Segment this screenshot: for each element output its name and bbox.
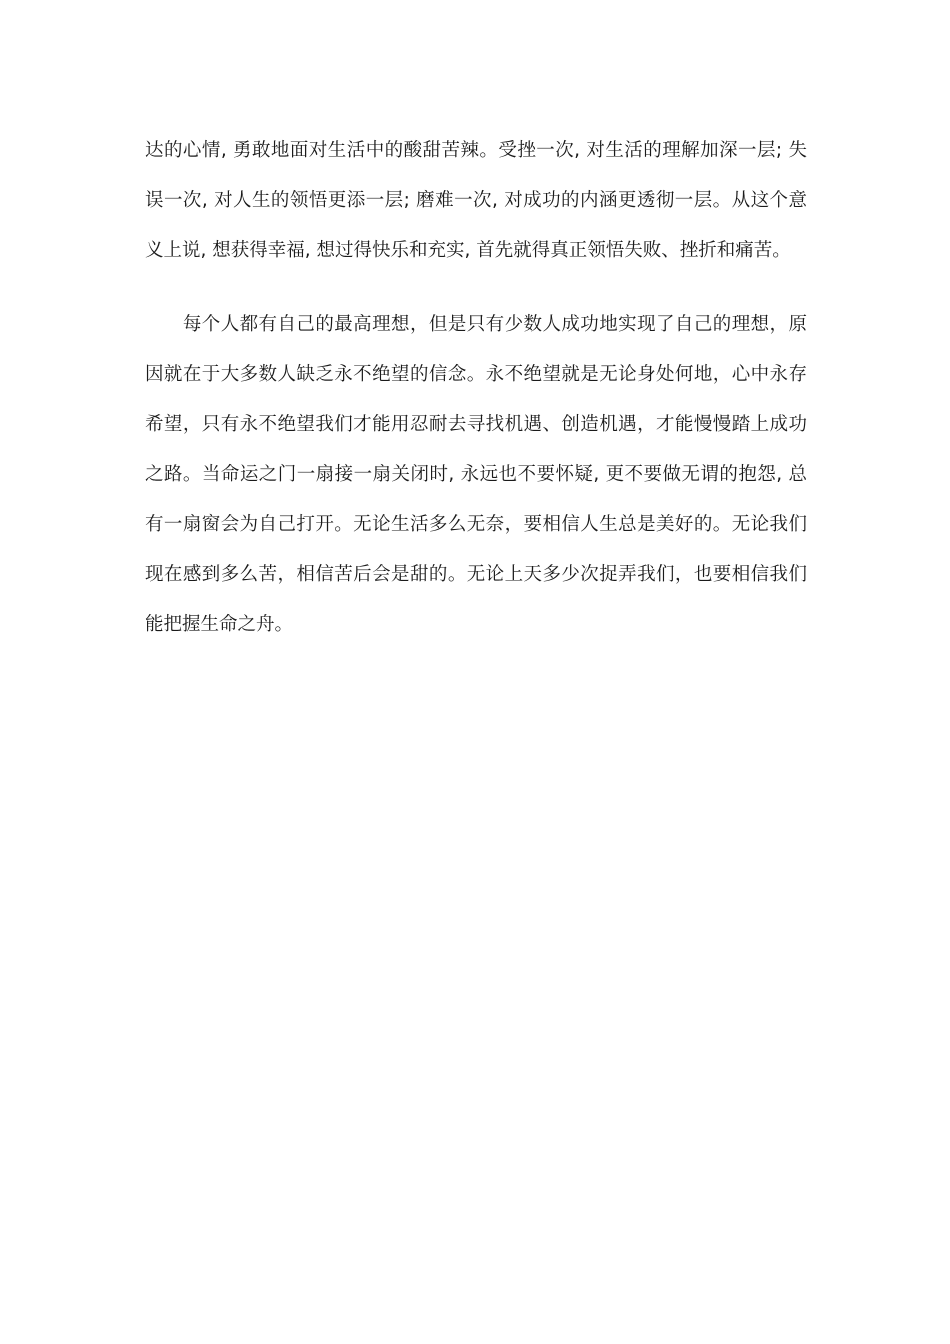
paragraph-line: 义上说, 想获得幸福, 想过得快乐和充实, 首先就得真正领悟失败、挫折和痛苦。 bbox=[145, 240, 791, 261]
paragraph-line: 希望，只有永不绝望我们才能用忍耐去寻找机遇、创造机遇，才能慢慢踏上成功 bbox=[145, 414, 807, 435]
paragraph-line: 现在感到多么苦，相信苦后会是甜的。无论上天多少次捉弄我们，也要相信我们 bbox=[145, 564, 807, 585]
paragraph-2 bbox=[145, 300, 807, 650]
paragraph-line: 因就在于大多数人缺乏永不绝望的信念。永不绝望就是无论身处何地，心中永存 bbox=[145, 364, 807, 385]
paragraph-1 bbox=[145, 126, 807, 276]
paragraph-line: 达的心情, 勇敢地面对生活中的酸甜苦辣。受挫一次, 对生活的理解加深一层; 失 bbox=[145, 140, 807, 161]
paragraph-line: 每个人都有自己的最高理想，但是只有少数人成功地实现了自己的理想，原 bbox=[145, 314, 807, 335]
paragraph-line: 误一次, 对人生的领悟更添一层; 磨难一次, 对成功的内涵更透彻一层。从这个意 bbox=[145, 190, 807, 211]
paragraph-line: 能把握生命之舟。 bbox=[145, 614, 294, 635]
paragraph-line: 之路。当命运之门一扇接一扇关闭时, 永远也不要怀疑, 更不要做无谓的抱怨, 总 bbox=[145, 464, 807, 485]
paragraph-line: 有一扇窗会为自己打开。无论生活多么无奈，要相信人生总是美好的。无论我们 bbox=[145, 514, 807, 535]
